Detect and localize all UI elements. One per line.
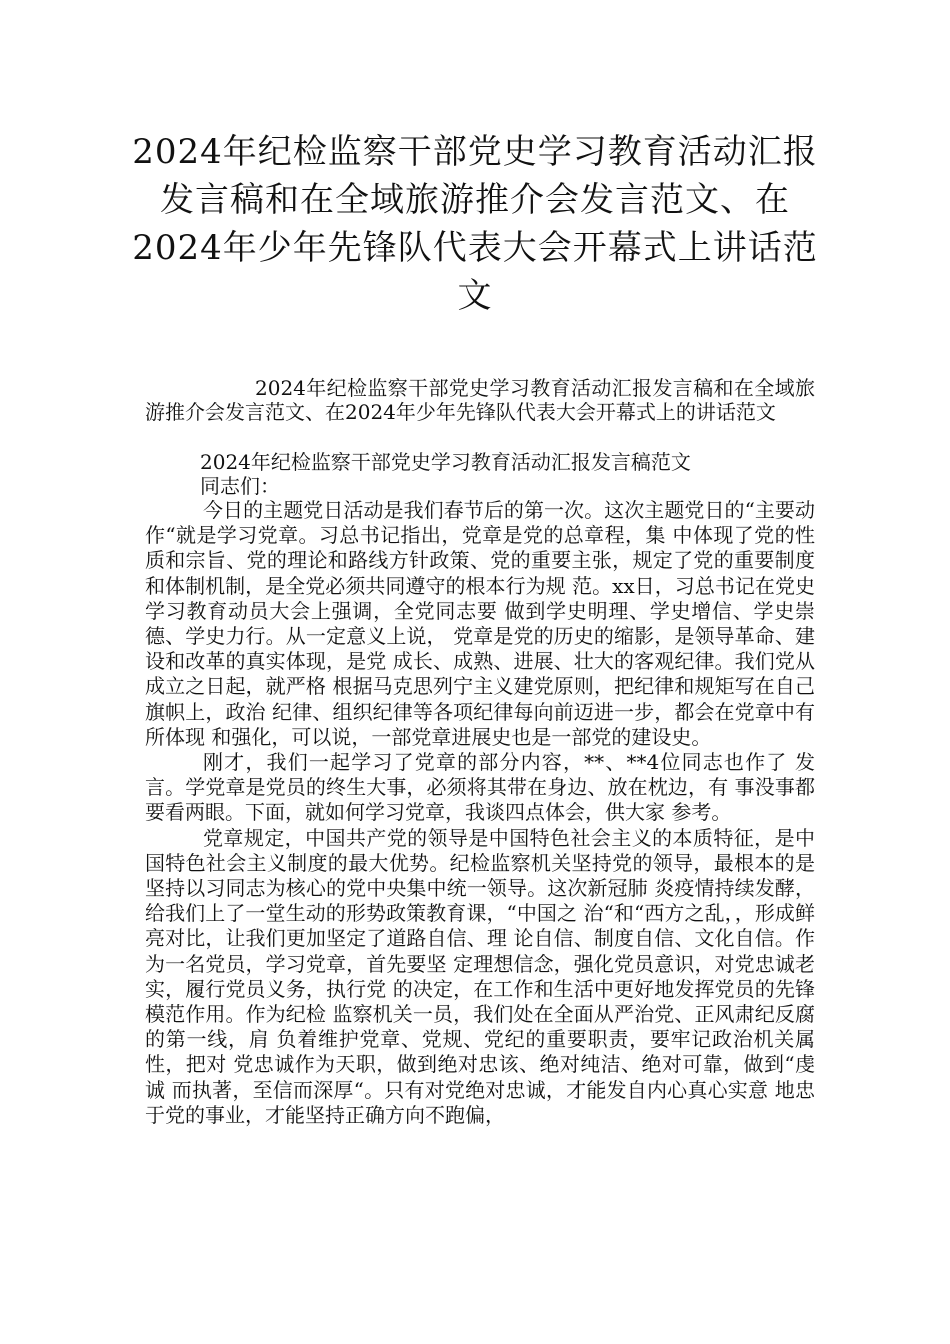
document-title: 2024年纪检监察干部党史学习教育活动汇报发言稿和在全域旅游推介会发言范文、在2024年少年先锋队代表大会开幕式上讲话范文 (132, 132, 818, 316)
body-paragraph: 党章规定，中国共产党的领导是中国特色社会主义的本质特征，是中国特色社会主义制度的最大优势。纪检监察机关坚持党的领导，最根本的是坚持以习同志为核心的党中央集中统一领导。这次新冠肺 炎疫情持续发酵，给我们上了一堂生动的形势政策教育课，“中国之 治“和“西方之乱，，形成鲜亮对比，让我们更加坚定了道路自信、理 论自信、制度自信、文化自信。作为一名党员，学习党章，首先要坚 定理想信念，强化党员意识，对党忠诚老实，履行党员义务，执行党 的决定，在工作和生活中更好地发挥党员的先锋模范作用。作为纪检 监察机关一员，我们处在全面从严治党、正风肃纪反腐的第一线，肩 负着维护党章、党规、党纪的重要职责，要牢记政治机关属性，把对 党忠诚作为天职，做到绝对忠该、绝对纯洁、绝对可靠，做到“虔诚 而执著，至信而深厚“。只有对党绝对忠诚，才能发自内心真心实意 地忠于党的事业，才能坚持正确方向不跑偏， (145, 825, 815, 1127)
body-paragraph: 今日的主题党日活动是我们春节后的第一次。这次主题党日的“主要动作“就是学习党章。习总书记指出，党章是党的总章程，集 中体现了党的性质和宗旨、党的理论和路线方针政策、党的重要主张，规定了党的重要制度和体制机制，是全党必须共同遵守的根本行为规 范。xx日，习总书记在党史学习教育动员大会上强调，全党同志要 做到学史明理、学史增信、学史崇德、学史力行。从一定意义上说， 党章是党的历史的缩影，是领导革命、建设和改革的真实体现，是党 成长、成熟、进展、壮大的客观纪律。我们党从成立之日起，就严格 根据马克思列宁主义建党原则，把纪律和规矩写在自己旗帜上，政治 纪律、组织纪律等各项纪律每向前迈进一步，都会在党章中有所体现 和强化，可以说，一部党章进展史也是一部党的建设史。 (145, 498, 815, 749)
body-paragraph: 刚才，我们一起学习了党章的部分内容，**、**4位同志也作了 发言。学党章是党员的终生大事，必须将其带在身边、放在枕边，有 事没事都要看两眼。下面，就如何学习党章，我谈四点体会，供大家 参考。 (145, 750, 815, 825)
salutation: 同志们： (200, 474, 280, 498)
section-heading: 2024年纪检监察干部党史学习教育活动汇报发言稿范文 (200, 450, 691, 474)
document-subtitle: 2024年纪检监察干部党史学习教育活动汇报发言稿和在全域旅游推介会发言范文、在2024年少年先锋队代表大会开幕式上的讲话范文 (145, 376, 815, 424)
document-body (145, 498, 815, 1128)
